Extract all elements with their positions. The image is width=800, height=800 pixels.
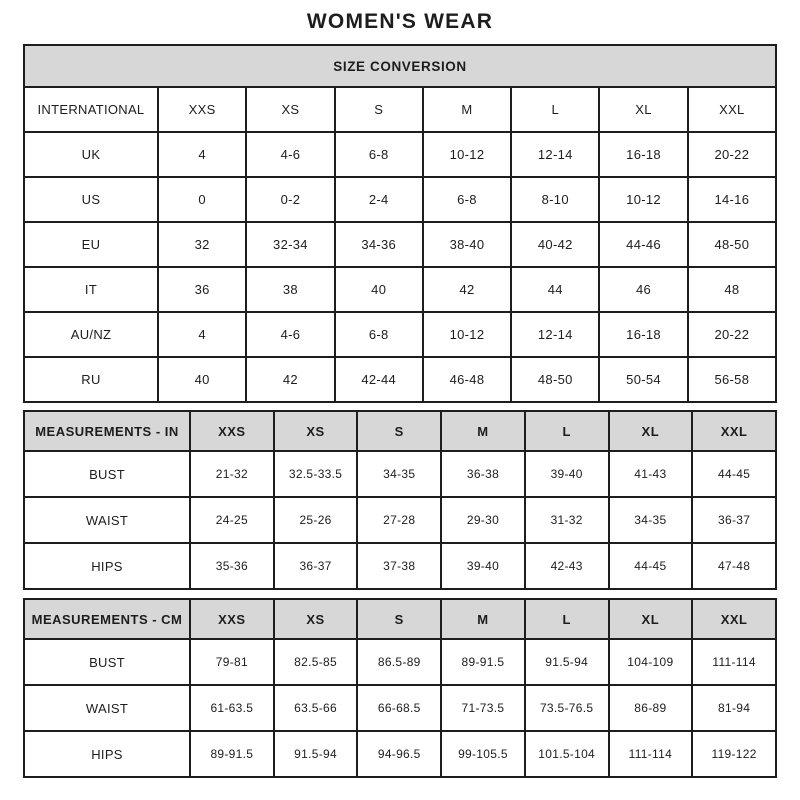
value-cell: 0-2: [246, 177, 334, 222]
header-s: S: [357, 599, 441, 639]
header-xl: XL: [609, 411, 693, 451]
value-cell: 91.5-94: [525, 639, 609, 685]
measurements-cm-title: MEASUREMENTS - CM: [24, 599, 190, 639]
value-cell: 82.5-85: [274, 639, 358, 685]
value-cell: 4-6: [246, 312, 334, 357]
header-m: M: [441, 599, 525, 639]
value-cell: 20-22: [688, 312, 776, 357]
value-cell: 46-48: [423, 357, 511, 402]
value-cell: 47-48: [692, 543, 776, 589]
value-cell: 61-63.5: [190, 685, 274, 731]
value-cell: 119-122: [692, 731, 776, 777]
value-cell: 4: [158, 312, 246, 357]
value-cell: 34-35: [609, 497, 693, 543]
value-cell: 73.5-76.5: [525, 685, 609, 731]
value-cell: 111-114: [609, 731, 693, 777]
value-cell: 6-8: [335, 132, 423, 177]
table-row: [24, 543, 776, 589]
header-international: INTERNATIONAL: [24, 87, 158, 132]
value-cell: 91.5-94: [274, 731, 358, 777]
header-xs: XS: [274, 599, 358, 639]
page-title: WOMEN'S WEAR: [306, 10, 494, 33]
value-cell: 8-10: [511, 177, 599, 222]
value-cell: 29-30: [441, 497, 525, 543]
size-conversion-title: SIZE CONVERSION: [24, 45, 776, 87]
value-cell: 6-8: [335, 312, 423, 357]
table-row: [24, 312, 776, 357]
header-m: M: [441, 411, 525, 451]
value-cell: 37-38: [357, 543, 441, 589]
table-row: [24, 177, 776, 222]
value-cell: 14-16: [688, 177, 776, 222]
value-cell: 24-25: [190, 497, 274, 543]
value-cell: 32-34: [246, 222, 334, 267]
header-xxl: XXL: [692, 599, 776, 639]
value-cell: 89-91.5: [190, 731, 274, 777]
value-cell: 44-46: [599, 222, 687, 267]
table-row: [24, 132, 776, 177]
value-cell: 48-50: [511, 357, 599, 402]
value-cell: 12-14: [511, 132, 599, 177]
header-m: M: [423, 87, 511, 132]
measurements-in-title: MEASUREMENTS - IN: [24, 411, 190, 451]
size-conversion-table: [23, 44, 777, 403]
value-cell: 21-32: [190, 451, 274, 497]
row-label: IT: [24, 267, 158, 312]
value-cell: 111-114: [692, 639, 776, 685]
size-conversion-body: [24, 132, 776, 402]
value-cell: 38-40: [423, 222, 511, 267]
value-cell: 40: [335, 267, 423, 312]
header-l: L: [511, 87, 599, 132]
value-cell: 12-14: [511, 312, 599, 357]
row-label: AU/NZ: [24, 312, 158, 357]
value-cell: 38: [246, 267, 334, 312]
value-cell: 86.5-89: [357, 639, 441, 685]
table-row: [24, 451, 776, 497]
value-cell: 36-38: [441, 451, 525, 497]
value-cell: 41-43: [609, 451, 693, 497]
row-label: UK: [24, 132, 158, 177]
tables-container: [23, 44, 777, 778]
value-cell: 32: [158, 222, 246, 267]
value-cell: 39-40: [525, 451, 609, 497]
header-xl: XL: [599, 87, 687, 132]
value-cell: 89-91.5: [441, 639, 525, 685]
header-s: S: [335, 87, 423, 132]
value-cell: 36-37: [274, 543, 358, 589]
value-cell: 34-36: [335, 222, 423, 267]
value-cell: 50-54: [599, 357, 687, 402]
value-cell: 44-45: [609, 543, 693, 589]
measurements-in-table: [23, 410, 777, 590]
value-cell: 44: [511, 267, 599, 312]
value-cell: 99-105.5: [441, 731, 525, 777]
value-cell: 86-89: [609, 685, 693, 731]
measurements-in-header-row: [24, 411, 776, 451]
value-cell: 71-73.5: [441, 685, 525, 731]
value-cell: 42: [246, 357, 334, 402]
value-cell: 39-40: [441, 543, 525, 589]
value-cell: 56-58: [688, 357, 776, 402]
value-cell: 48: [688, 267, 776, 312]
value-cell: 4-6: [246, 132, 334, 177]
row-label: BUST: [24, 451, 190, 497]
value-cell: 81-94: [692, 685, 776, 731]
header-xl: XL: [609, 599, 693, 639]
value-cell: 25-26: [274, 497, 358, 543]
value-cell: 79-81: [190, 639, 274, 685]
table-row: [24, 497, 776, 543]
table-row: [24, 639, 776, 685]
measurements-cm-table: [23, 598, 777, 778]
header-l: L: [525, 411, 609, 451]
value-cell: 94-96.5: [357, 731, 441, 777]
value-cell: 42-44: [335, 357, 423, 402]
header-s: S: [357, 411, 441, 451]
value-cell: 16-18: [599, 132, 687, 177]
value-cell: 40: [158, 357, 246, 402]
value-cell: 4: [158, 132, 246, 177]
value-cell: 34-35: [357, 451, 441, 497]
table-row: [24, 267, 776, 312]
header-xxs: XXS: [190, 411, 274, 451]
value-cell: 6-8: [423, 177, 511, 222]
table-row: [24, 685, 776, 731]
value-cell: 35-36: [190, 543, 274, 589]
value-cell: 20-22: [688, 132, 776, 177]
row-label: WAIST: [24, 685, 190, 731]
header-xxl: XXL: [692, 411, 776, 451]
value-cell: 48-50: [688, 222, 776, 267]
row-label: HIPS: [24, 543, 190, 589]
row-label: EU: [24, 222, 158, 267]
measurements-cm-header-row: [24, 599, 776, 639]
value-cell: 27-28: [357, 497, 441, 543]
header-l: L: [525, 599, 609, 639]
value-cell: 32.5-33.5: [274, 451, 358, 497]
value-cell: 10-12: [423, 132, 511, 177]
row-label: HIPS: [24, 731, 190, 777]
value-cell: 46: [599, 267, 687, 312]
row-label: BUST: [24, 639, 190, 685]
row-label: US: [24, 177, 158, 222]
header-xxs: XXS: [190, 599, 274, 639]
row-label: RU: [24, 357, 158, 402]
value-cell: 104-109: [609, 639, 693, 685]
table-row: [24, 222, 776, 267]
table-row: [24, 357, 776, 402]
measurements-in-body: [24, 451, 776, 589]
value-cell: 0: [158, 177, 246, 222]
header-xxs: XXS: [158, 87, 246, 132]
header-xs: XS: [274, 411, 358, 451]
value-cell: 42-43: [525, 543, 609, 589]
table-row: [24, 731, 776, 777]
value-cell: 36: [158, 267, 246, 312]
header-xxl: XXL: [688, 87, 776, 132]
value-cell: 42: [423, 267, 511, 312]
value-cell: 31-32: [525, 497, 609, 543]
value-cell: 63.5-66: [274, 685, 358, 731]
value-cell: 10-12: [423, 312, 511, 357]
value-cell: 16-18: [599, 312, 687, 357]
value-cell: 10-12: [599, 177, 687, 222]
value-cell: 44-45: [692, 451, 776, 497]
value-cell: 66-68.5: [357, 685, 441, 731]
row-label: WAIST: [24, 497, 190, 543]
size-conversion-title-row: [24, 45, 776, 87]
value-cell: 101.5-104: [525, 731, 609, 777]
measurements-cm-body: [24, 639, 776, 777]
value-cell: 40-42: [511, 222, 599, 267]
value-cell: 2-4: [335, 177, 423, 222]
header-xs: XS: [246, 87, 334, 132]
size-conversion-header-row: [24, 87, 776, 132]
value-cell: 36-37: [692, 497, 776, 543]
